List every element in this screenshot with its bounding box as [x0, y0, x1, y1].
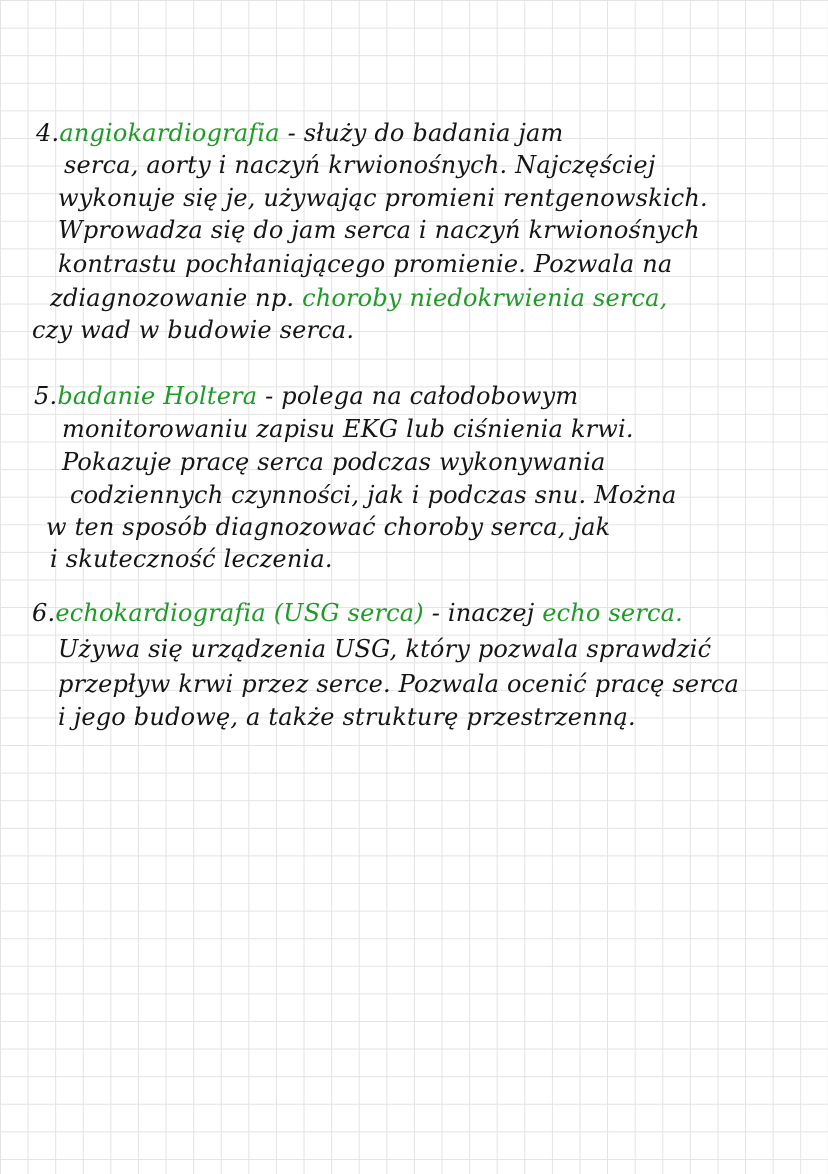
item-4-line-7: czy wad w budowie serca.: [32, 316, 355, 344]
item-4-line-6: [50, 283, 668, 313]
item-4-number: 4.: [36, 119, 60, 147]
item-5-line-3: Pokazuje pracę serca podczas wykonywania: [62, 448, 606, 476]
item-6-line-3: przepływ krwi przez serce. Pozwala ocenić pracę serca: [58, 670, 740, 698]
item-6-line-4: i jego budowę, a także strukturę przestrzenną.: [58, 703, 636, 731]
item-5-line-1-text: - polega na całodobowym: [257, 382, 579, 410]
item-4-line-4: Wprowadza się do jam serca i naczyń krwionośnych: [58, 216, 700, 244]
item-5-term: badanie Holtera: [57, 382, 258, 410]
item-6-number: 6.: [32, 599, 56, 627]
item-5-line-4: codziennych czynności, jak i podczas snu. Można: [70, 481, 677, 509]
item-6-highlight: echo serca.: [542, 599, 683, 627]
item-6-term: echokardiografia (USG serca): [55, 599, 424, 627]
item-4-term: angiokardiografia: [59, 119, 280, 147]
item-6-line-1-text: - inaczej: [423, 599, 543, 627]
item-5-line-2: monitorowaniu zapisu EKG lub ciśnienia krwi.: [62, 415, 634, 443]
item-4-line-5: kontrastu pochłaniającego promienie. Pozwala na: [58, 250, 673, 278]
item-6-line-2: Używa się urządzenia USG, który pozwala sprawdzić: [58, 635, 712, 663]
item-4-line-3: wykonuje się je, używając promieni rentgenowskich.: [58, 184, 708, 212]
item-6-line-1: [32, 598, 683, 628]
item-4-line-6-text: zdiagnozowanie np.: [50, 284, 303, 312]
item-4-highlight: choroby niedokrwienia serca,: [302, 284, 668, 312]
item-5-line-6: i skuteczność leczenia.: [50, 545, 333, 573]
item-4-line-1-text: - służy do badania jam: [279, 119, 564, 147]
item-5-number: 5.: [34, 382, 58, 410]
item-5-line-1: [34, 381, 578, 411]
item-4-line-1: [36, 118, 564, 148]
item-4-line-2: serca, aorty i naczyń krwionośnych. Najczęściej: [64, 151, 656, 179]
item-5-line-5: w ten sposób diagnozować choroby serca, jak: [46, 513, 611, 541]
